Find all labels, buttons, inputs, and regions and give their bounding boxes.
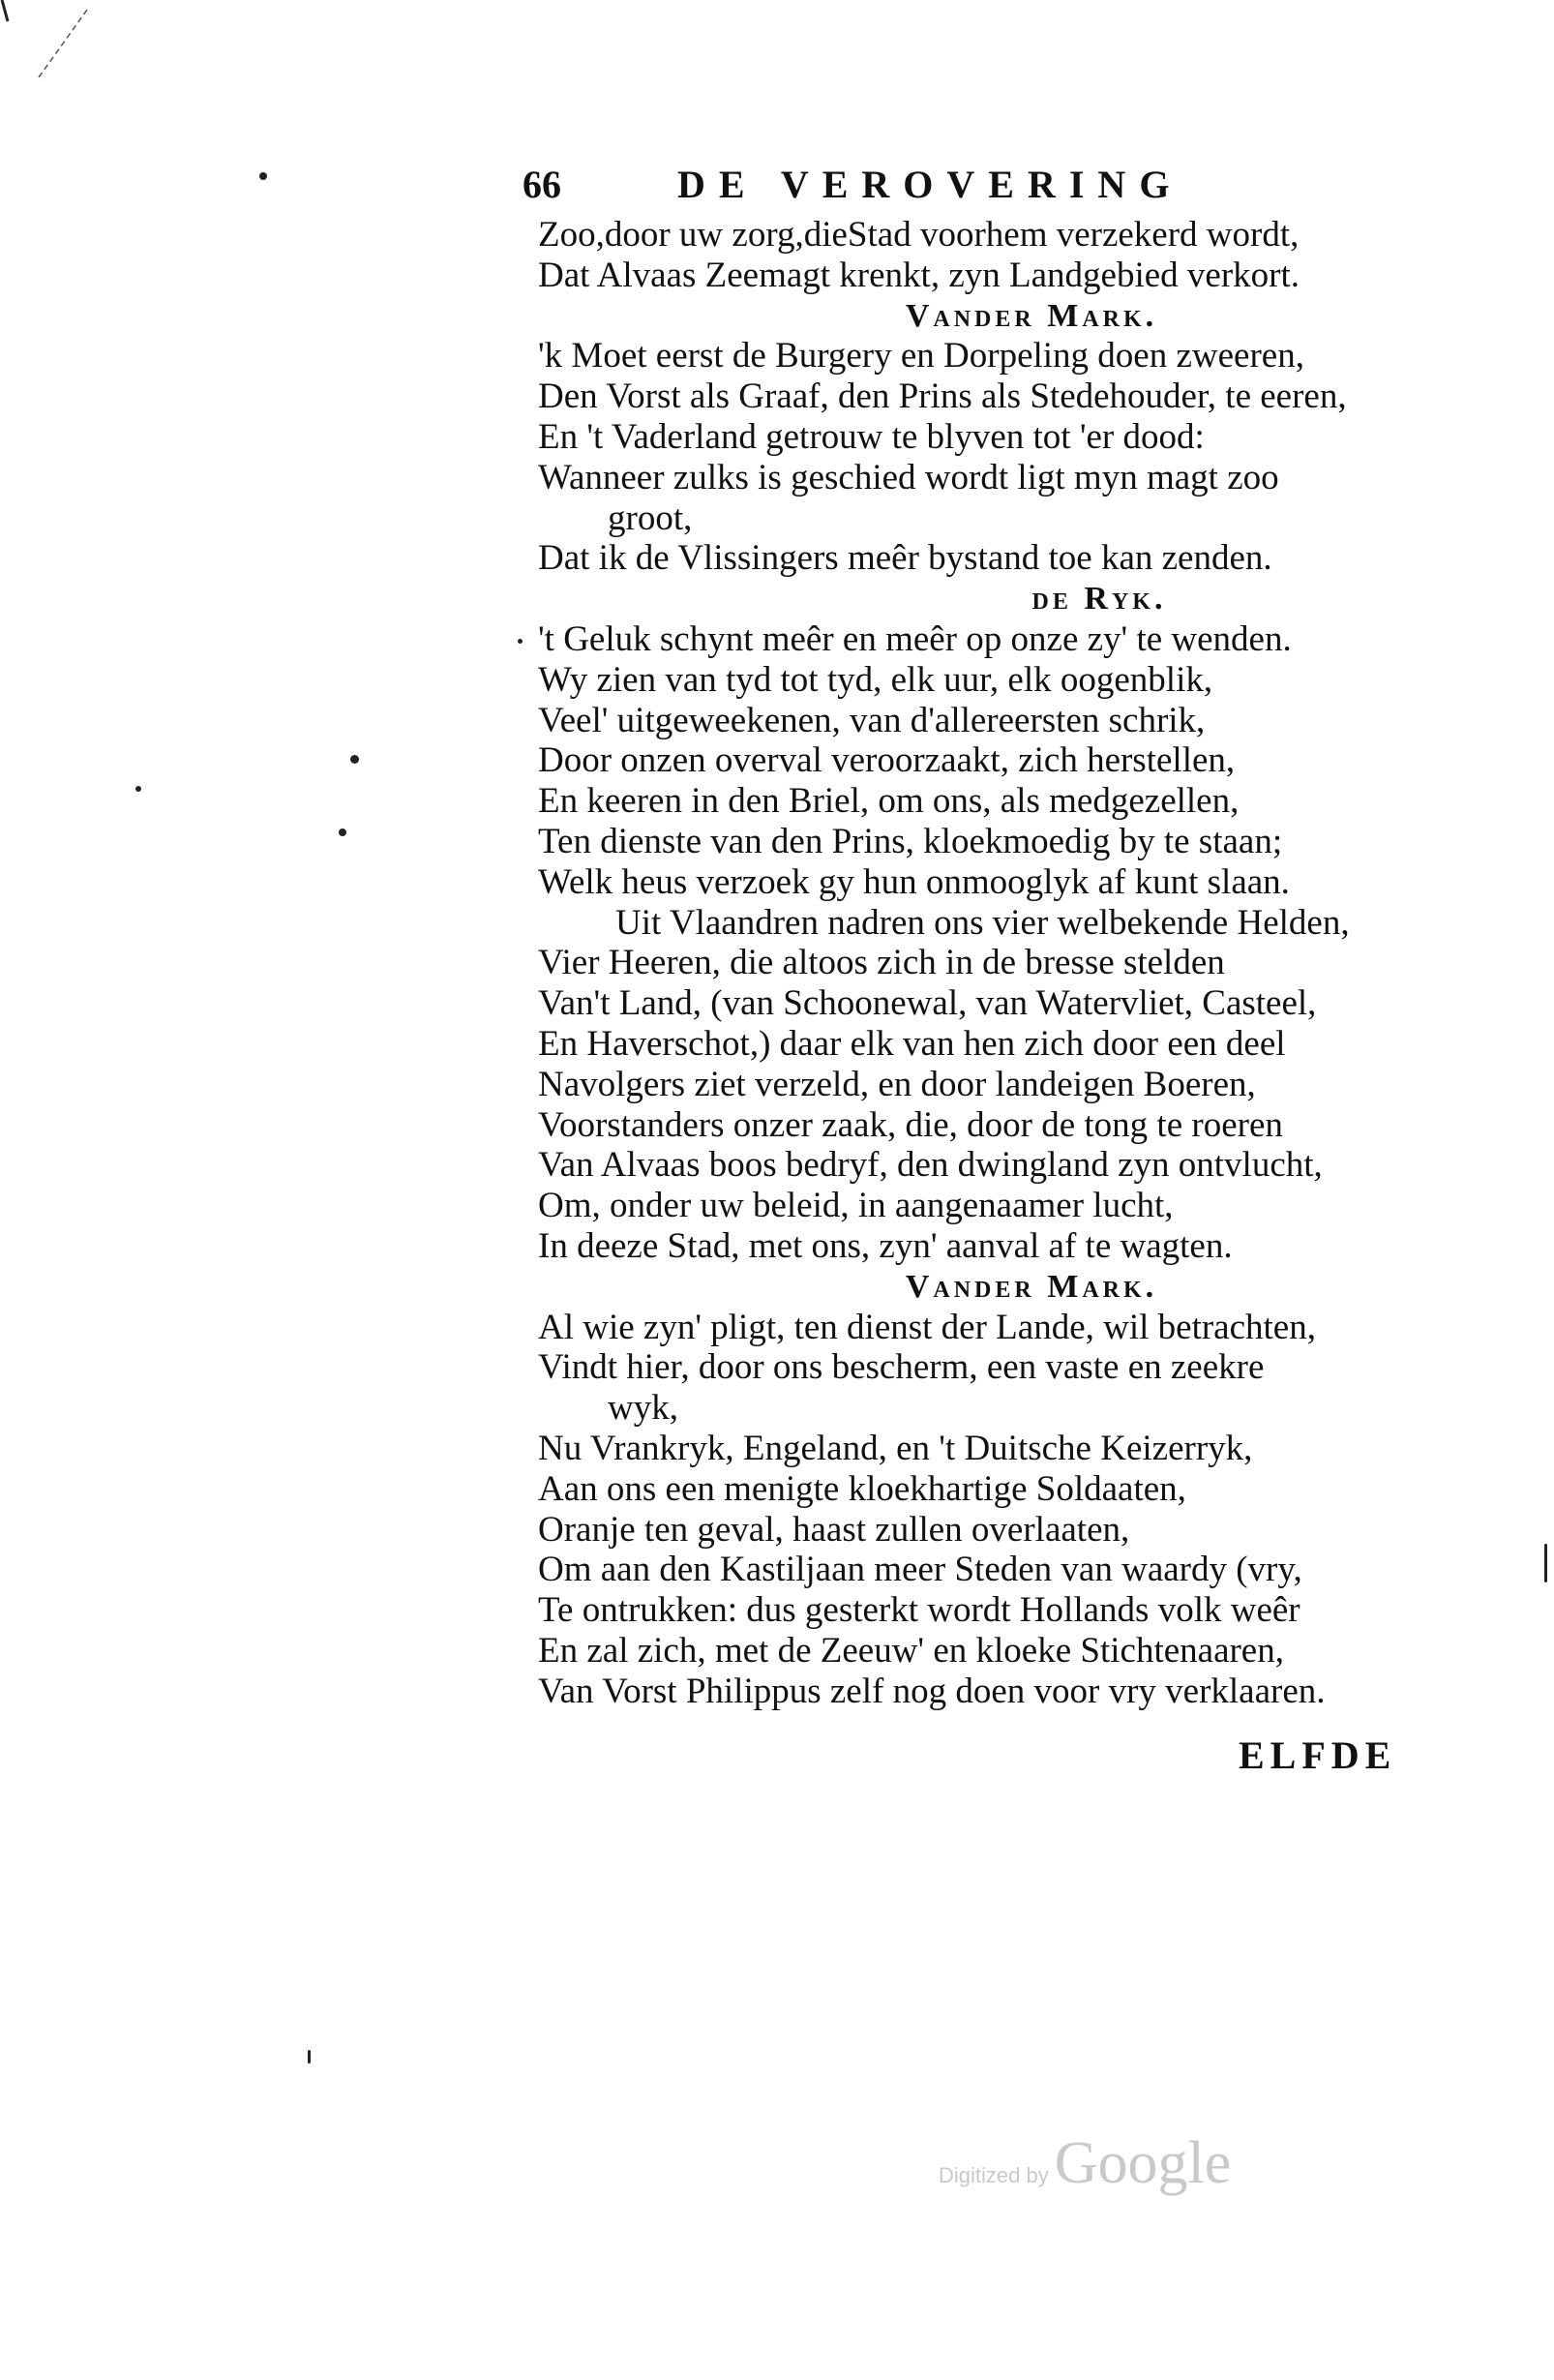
speck	[259, 172, 267, 180]
verse-line: Aan ons een menigte kloekhartige Soldaaten,	[538, 1468, 1186, 1509]
verse-line: 'k Moet eerst de Burgery en Dorpeling doen zweeren,	[538, 336, 1304, 377]
verse-line: Van Alvaas boos bedryf, den dwingland zyn ontvlucht,	[538, 1145, 1323, 1186]
verse-line: Om aan den Kastiljaan meer Steden van waardy (vry,	[538, 1550, 1302, 1590]
verse-line: Voorstanders onzer zaak, die, door de tong te roeren	[538, 1104, 1283, 1145]
verse-line: Zoo,door uw zorg,dieStad voorhem verzekerd wordt,	[538, 215, 1300, 255]
verse-line: Vindt hier, door ons bescherm, een vaste en zeekre	[538, 1347, 1265, 1388]
verse-line: Al wie zyn' pligt, ten dienst der Lande, wil betrachten,	[538, 1307, 1316, 1347]
speck	[135, 786, 141, 792]
watermark-prefix: Digitized by	[939, 2163, 1049, 2187]
speaker-heading: Vander Mark.	[905, 297, 1158, 334]
verse-line: 't Geluk schynt meêr en meêr op onze zy' te wenden.	[538, 618, 1292, 659]
verse-line: Te ontrukken: dus gesterkt wordt Hollands volk weêr	[538, 1590, 1300, 1631]
speaker-heading: Vander Mark.	[905, 1268, 1158, 1305]
running-title: DE VEROVERING	[677, 162, 1183, 206]
verse-line-indented: Uit Vlaandren nadren ons vier welbekende Helden,	[615, 902, 1350, 943]
catchword: ELFDE	[1239, 1733, 1397, 1777]
verse-line: En Haverschot,) daar elk van hen zich door een deel	[538, 1023, 1286, 1064]
verse-line: Nu Vrankryk, Engeland, en 't Duitsche Keizerryk,	[538, 1428, 1253, 1468]
verse-line: En keeren in den Briel, om ons, als medgezellen,	[538, 781, 1240, 822]
verse-line: Veel' uitgeweekenen, van d'allereersten schrik,	[538, 700, 1206, 740]
verse-text-block	[538, 215, 1467, 1711]
verse-line: Dat Alvaas Zeemagt krenkt, zyn Landgebied verkort.	[538, 255, 1300, 295]
digitization-watermark	[939, 2129, 1231, 2198]
verse-line: Den Vorst als Graaf, den Prins als Stedehouder, te eeren,	[538, 377, 1347, 417]
watermark-brand: Google	[1054, 2130, 1232, 2196]
verse-line-continuation: wyk,	[608, 1388, 678, 1429]
speaker-heading: de Ryk.	[1031, 581, 1167, 618]
verse-line: Wy zien van tyd tot tyd, elk uur, elk oogenblik,	[538, 659, 1213, 700]
verse-line: Navolgers ziet verzeld, en door landeigen Boeren,	[538, 1064, 1256, 1104]
verse-line: Vier Heeren, die altoos zich in de bresse stelden	[538, 943, 1225, 983]
speck	[518, 639, 523, 644]
verse-line: Door onzen overval veroorzaakt, zich herstellen,	[538, 740, 1236, 781]
verse-line: Welk heus verzoek gy hun onmooglyk af kunt slaan.	[538, 861, 1290, 902]
verse-line: En 't Vaderland getrouw te blyven tot 'er dood:	[538, 416, 1205, 457]
verse-line: Ten dienste van den Prins, kloekmoedig by te staan;	[538, 821, 1283, 861]
corner-pen-mark	[0, 0, 116, 116]
verse-line: Dat ik de Vlissingers meêr bystand toe kan zenden.	[538, 538, 1272, 579]
verse-line: Van Vorst Philippus zelf nog doen voor vry verklaaren.	[538, 1671, 1326, 1711]
page-number: 66	[523, 162, 561, 206]
verse-line: In deeze Stad, met ons, zyn' aanval af te wagten.	[538, 1225, 1233, 1266]
verse-line-continuation: groot,	[608, 497, 693, 538]
verse-line: Wanneer zulks is geschied wordt ligt myn magt zoo	[538, 457, 1279, 497]
running-header	[523, 155, 1451, 213]
verse-line: En zal zich, met de Zeeuw' en kloeke Stichtenaaren,	[538, 1630, 1284, 1671]
speck	[339, 828, 346, 836]
speck	[1544, 1544, 1547, 1582]
speck	[350, 755, 359, 764]
verse-line: Om, onder uw beleid, in aangenaamer lucht,	[538, 1186, 1174, 1226]
verse-line: Oranje ten geval, haast zullen overlaaten,	[538, 1509, 1130, 1550]
speck	[308, 2050, 311, 2064]
verse-line: Van't Land, (van Schoonewal, van Watervliet, Casteel,	[538, 983, 1317, 1024]
